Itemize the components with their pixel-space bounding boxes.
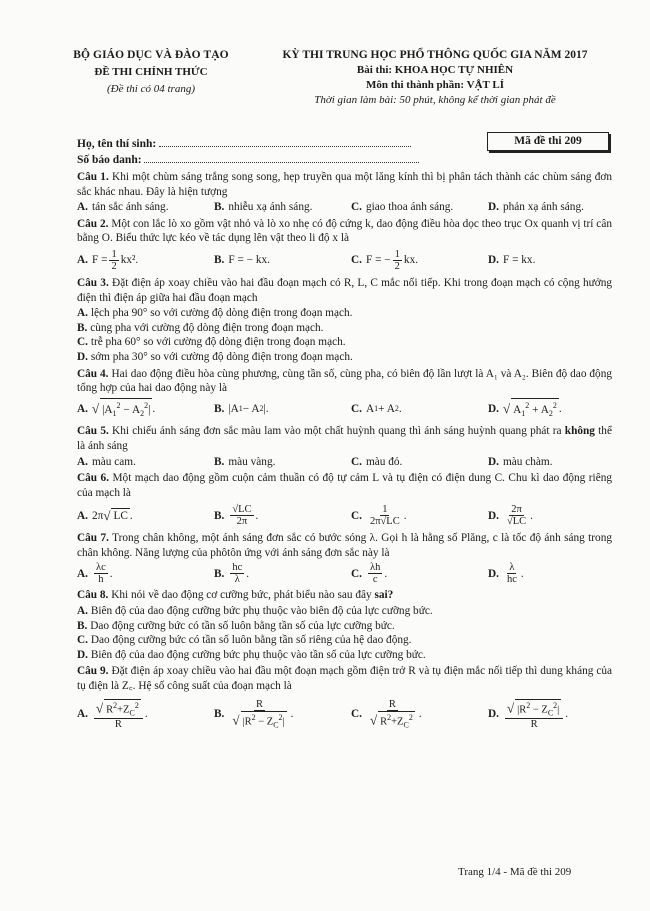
option-a: A. tán sắc ánh sáng. (77, 201, 169, 214)
id-label: Số báo danh: (77, 154, 142, 166)
option-b: B. $\frac{√LC}{2\pi}$ . (214, 504, 259, 528)
question-4-options (77, 398, 612, 422)
option-d: D. Biên độ của dao động cưỡng bức phụ thuộc vào tần số của lực cưỡng bức. (77, 648, 426, 661)
question-1-options (77, 200, 612, 215)
page-footer: Trang 1/4 - Mã đề thi 209 (458, 866, 572, 878)
option-c: C. Dao động cưỡng bức có tần số luôn bằng tần số riêng của hệ dao động. (77, 634, 412, 647)
question-2-options (77, 249, 612, 272)
name-label: Họ, tên thí sinh: (77, 138, 157, 150)
option-b: B. F = − kx. (214, 254, 270, 267)
option-a: A. lệch pha 90° so với cường độ dòng điện trong đoạn mạch. (77, 307, 353, 320)
option-b: B. Dao động cưỡng bức có tần số luôn bằng tần số của lực cưỡng bức. (77, 619, 395, 632)
option-a: A. F = $\frac{1}{2}$ kx². (77, 248, 139, 272)
option-c: C. $\frac{1}{2\pi√LC}$ . (351, 504, 407, 528)
question-9: Câu 9. Đặt điện áp xoay chiều vào hai đầu một đoạn mạch gồm điện trở R và tụ điện mắc nối tiếp thì dung kháng của tụ điện là Z꜀. Hệ số công suất của đoạn mạch là (77, 665, 612, 693)
official-label: ĐỀ THI CHÍNH THỨC (94, 66, 208, 78)
questions (77, 170, 612, 730)
question-6-options (77, 504, 612, 527)
option-a: A. √ $|A_1^2 - A_2^2|$ . (77, 398, 214, 422)
exam-code: Mã đề thi 209 (487, 132, 609, 151)
question-7: Câu 7. Trong chân không, một ánh sáng đơn sắc có bước sóng λ. Gọi h là hằng số Plăng, c là tốc độ ánh sáng trong chân không. Năng lượng của phôtôn ứng với ánh sáng đơn sắc này là (77, 532, 612, 559)
option-a: A. $\frac{√ R^2+Z_C^2}{R}$ . (77, 700, 148, 731)
option-b: B. $\frac{R}{√ |R^2 - Z_C^2|}$ . (214, 698, 294, 730)
option-b: B. nhiễu xạ ánh sáng. (214, 201, 313, 214)
id-field (144, 152, 419, 163)
option-d: D. phản xạ ánh sáng. (488, 201, 584, 214)
question-3: Câu 3. Đặt điện áp xoay chiều vào hai đầu đoạn mạch có R, L, C mắc nối tiếp. Khi trong đoạn mạch có cộng hưởng điện thì điện áp giữa hai đầu đoạn mạch (77, 276, 613, 304)
option-c: C. trễ pha 60° so với cường độ dòng điện trong đoạn mạch. (77, 336, 346, 349)
option-d: D. sớm pha 30° so với cường độ dòng điện trong đoạn mạch. (77, 350, 353, 363)
option-d: D. $\frac{√ |R^2 - Z_C^2|}{R}$ . (488, 700, 569, 731)
question-2: Câu 2. Một con lắc lò xo gồm vật nhỏ và lò xo nhẹ có độ cứng k, dao động điều hòa dọc theo trục Ox quanh vị trí cân bằng O. Biểu thức lực kéo về tác dụng lên vật theo li độ x là (77, 217, 612, 245)
option-c: C. A 1 + A 2 . (351, 403, 402, 416)
option-d: D. √ $A_1^2 + A_2^2$ . (488, 398, 562, 422)
option-d: D. màu chàm. (488, 455, 553, 468)
subject-name: Môn thi thành phần: VẬT LÍ (365, 79, 505, 91)
question-5-options (77, 455, 612, 470)
option-c: C. $\frac{\lambda h}{c}$ . (351, 562, 388, 586)
question-5: Câu 5. Khi chiếu ánh sáng đơn sắc màu lam vào một chất huỳnh quang thì ánh sáng huỳnh quang phát ra không thể là ánh sáng (77, 425, 612, 452)
header-left (62, 48, 240, 96)
option-c: C. giao thoa ánh sáng. (351, 201, 454, 214)
option-d: D. $\frac{\lambda}{hc}$ . (488, 562, 524, 586)
option-c: C. F = − $\frac{1}{2}$ kx. (351, 248, 419, 272)
exam-title: KỲ THI TRUNG HỌC PHỔ THÔNG QUỐC GIA NĂM 2017 (282, 49, 588, 61)
question-9-options (77, 699, 612, 731)
name-field (159, 136, 411, 147)
option-d: D. F = kx. (488, 254, 536, 267)
option-c: C. màu đỏ. (351, 455, 403, 468)
option-b: B. |A 1 − A 2 |. (214, 403, 269, 416)
header-right (270, 48, 600, 108)
question-7-options (77, 562, 612, 585)
option-d: D. $\frac{2\pi}{√LC}$ . (488, 504, 533, 528)
candidate-info (77, 136, 419, 168)
option-b: B. màu vàng. (214, 455, 276, 468)
test-name: Bài thi: KHOA HỌC TỰ NHIÊN (356, 64, 514, 76)
option-a: A. $\frac{\lambda c}{h}$ . (77, 562, 113, 586)
option-a: A. Biên độ của dao động cưỡng bức phụ thuộc vào biên độ của lực cưỡng bức. (77, 605, 433, 618)
question-1: Câu 1. Khi một chùm sáng trắng song song, hẹp truyền qua một lăng kính thì bị phân tách thành các chùm sáng đơn sắc khác nhau. Đây là hiện tượng (77, 171, 613, 198)
question-6: Câu 6. Một mạch dao động gồm cuộn cảm thuần có độ tự cảm L và tụ điện có điện dung C. Chu kì dao động riêng của mạch là (77, 472, 613, 499)
question-8: Câu 8. Khi nói về dao động cơ cưỡng bức, phát biểu nào sau đây sai? (77, 589, 394, 602)
time-limit: Thời gian làm bài: 50 phút, không kể thời gian phát đề (314, 94, 556, 106)
option-b: B. cùng pha với cường độ dòng điện trong đoạn mạch. (77, 321, 324, 334)
option-a: A. 2π √ LC . (77, 507, 133, 523)
question-4: Câu 4. Hai dao động điều hòa cùng phương, cùng tần số, cùng pha, có biên độ lần lượt là A₁ và A₂. Biên độ dao động tổng hợp của hai dao động này là (77, 367, 613, 395)
option-c: C. $\frac{R}{√ R^2+Z_C^2}$ . (351, 698, 422, 730)
option-b: B. $\frac{hc}{\lambda}$ . (214, 562, 250, 586)
option-a: A. màu cam. (77, 455, 136, 468)
ministry-name: BỘ GIÁO DỤC VÀ ĐÀO TẠO (73, 49, 229, 61)
page-count: (Đề thi có 04 trang) (107, 83, 195, 95)
